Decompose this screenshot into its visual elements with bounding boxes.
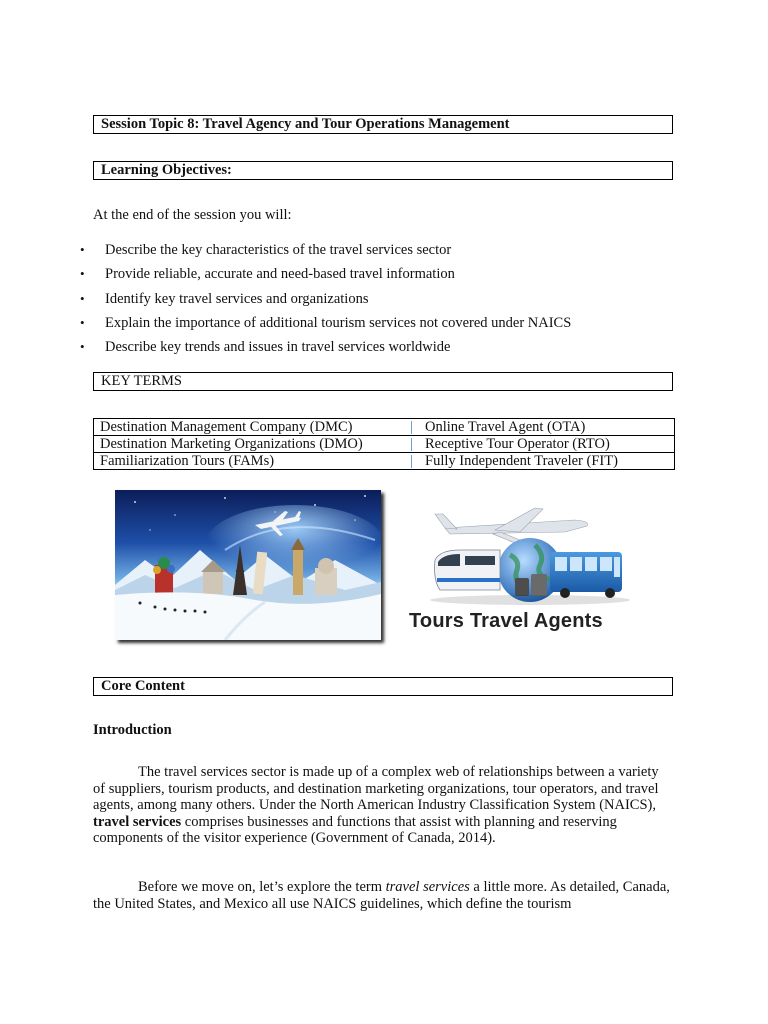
term-cell: Destination Management Company (DMC): [94, 419, 404, 436]
world-landmarks-image: [115, 490, 381, 640]
objectives-list: [80, 240, 680, 361]
session-topic-title: Session Topic 8: Travel Agency and Tour Operations Management: [101, 116, 510, 132]
table-row: [94, 453, 675, 470]
list-item: • Identify key travel services and organizations: [80, 290, 369, 307]
session-topic-box: [93, 115, 673, 134]
list-item: • Describe key trends and issues in travel services worldwide: [80, 339, 451, 356]
bullet-icon: •: [80, 290, 85, 306]
list-item: • Describe the key characteristics of the travel services sector: [80, 242, 452, 258]
term-cell: Fully Independent Traveler (FIT): [403, 453, 675, 470]
bullet-icon: •: [80, 314, 85, 330]
intro-paragraph-1: The travel services sector is made up of a complex web of relationships between a variety of suppliers, tourism products, and destination marketing organizations, tour operators, and travel agents, among many others. Under the North American Industry Classification System (NAICS), travel services comprises businesses and functions that assist with planning and reserving components of the visitor experience (Government of Canada, 2014).: [93, 764, 659, 847]
term-cell: Receptive Tour Operator (RTO): [403, 436, 675, 453]
bullet-icon: •: [80, 339, 85, 355]
term-cell: Familiarization Tours (FAMs): [94, 453, 404, 470]
core-content-heading: Core Content: [101, 678, 185, 694]
bullet-icon: •: [80, 266, 85, 282]
list-item: • Provide reliable, accurate and need-based travel information: [80, 266, 455, 283]
learning-objectives-heading: Learning Objectives:: [101, 162, 232, 178]
key-terms-heading: KEY TERMS: [101, 373, 182, 389]
table-row: [94, 419, 675, 436]
key-terms-box: [93, 372, 673, 391]
travel-services-term-italic: travel services: [385, 879, 470, 895]
key-terms-table: [93, 418, 675, 470]
term-cell: Destination Marketing Organizations (DMO): [94, 436, 404, 453]
list-item: • Explain the importance of additional tourism services not covered under NAICS: [80, 314, 572, 331]
learning-objectives-box: [93, 161, 673, 180]
bullet-icon: •: [80, 242, 85, 257]
introduction-heading: Introduction: [93, 722, 172, 738]
table-row: [94, 436, 675, 453]
core-content-box: [93, 677, 673, 696]
term-cell: Online Travel Agent (OTA): [403, 419, 675, 436]
travel-services-term: travel services: [93, 813, 182, 830]
intro-paragraph-2: Before we move on, let’s explore the term travel services a little more. As detailed, Canada, the United States, and Mexico all use NAICS guidelines, which define the tourism: [93, 879, 670, 912]
tours-travel-agents-text: Tours Travel Agents: [409, 610, 603, 632]
objectives-intro: At the end of the session you will:: [93, 207, 292, 223]
